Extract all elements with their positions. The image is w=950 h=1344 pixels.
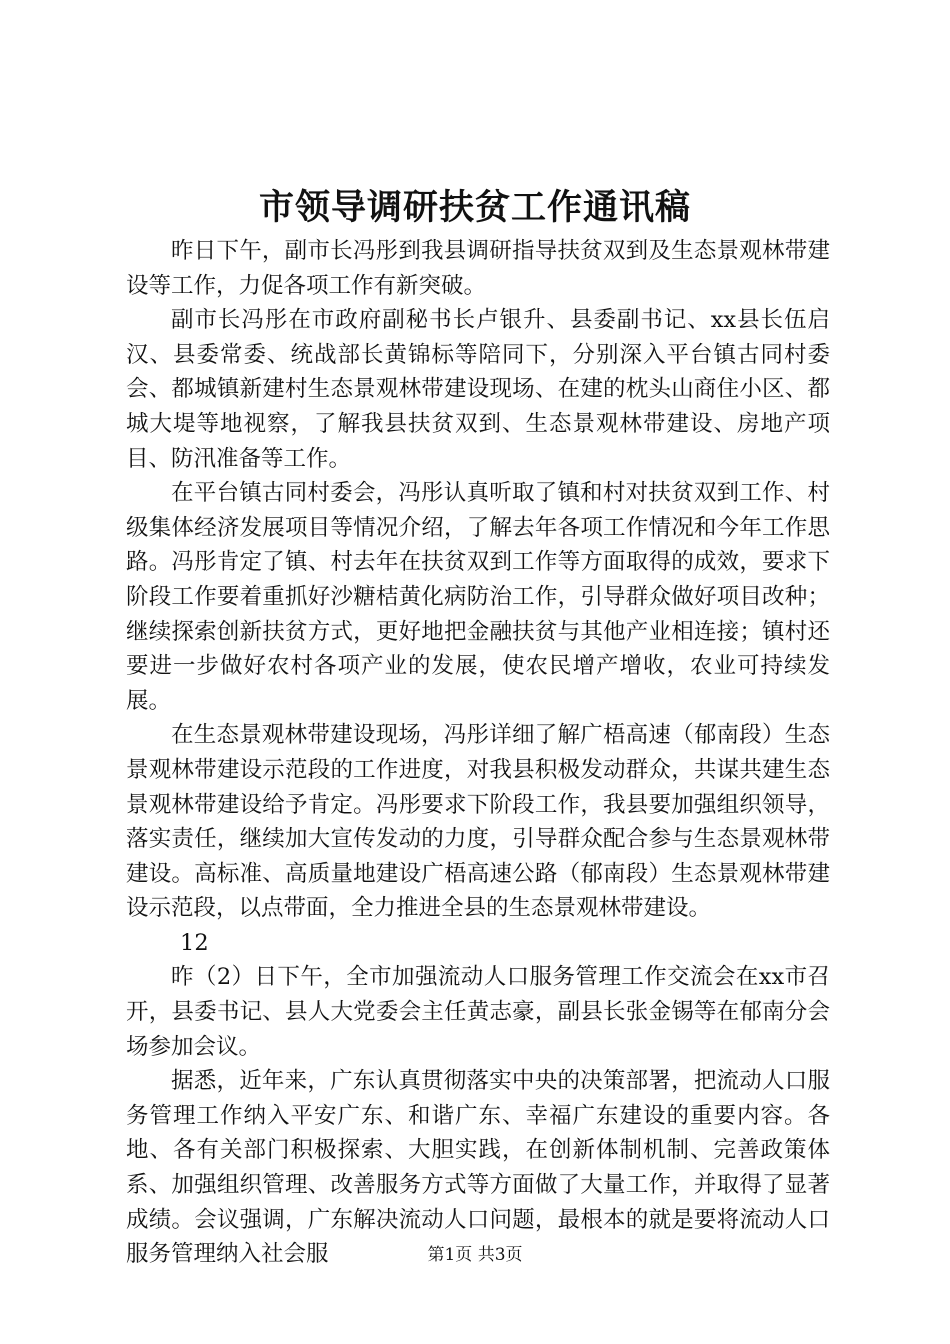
page-footer: 第1页 共3页 xyxy=(427,1245,523,1265)
document-title: 市领导调研扶贫工作通讯稿 xyxy=(258,187,691,228)
paragraph: 副市长冯彤在市政府副秘书长卢银升、县委副书记、xx县长伍启汉、县委常委、统战部长黄锦标等陪同下，分别深入平台镇古同村委会、都城镇新建村生态景观林带建设现场、在建的枕头山商住小区、都城大堤等地视察，了解我县扶贫双到、生态景观林带建设、房地产项目、防汛准备等工作。 xyxy=(126,307,830,472)
paragraph-number: 12 xyxy=(180,929,209,956)
paragraph: 在生态景观林带建设现场，冯彤详细了解广梧高速（郁南段）生态景观林带建设示范段的工作进度，对我县积极发动群众，共谋共建生态景观林带建设给予肯定。冯彤要求下阶段工作，我县要加强组织领导，落实责任，继续加大宣传发动的力度，引导群众配合参与生态景观林带建设。高标准、高质量地建设广梧高速公路（郁南段）生态景观林带建设示范段，以点带面，全力推进全县的生态景观林带建设。 xyxy=(126,722,830,922)
paragraph: 在平台镇古同村委会，冯彤认真听取了镇和村对扶贫双到工作、村级集体经济发展项目等情况介绍，了解去年各项工作情况和今年工作思路。冯彤肯定了镇、村去年在扶贫双到工作等方面取得的成效，要求下阶段工作要着重抓好沙糖桔黄化病防治工作，引导群众做好项目改种；继续探索创新扶贫方式，更好地把金融扶贫与其他产业相连接；镇村还要进一步做好农村各项产业的发展，使农民增产增收，农业可持续发展。 xyxy=(126,480,830,714)
paragraph: 昨日下午，副市长冯彤到我县调研指导扶贫双到及生态景观林带建设等工作，力促各项工作有新突破。 xyxy=(126,238,830,299)
paragraph: 昨（2）日下午，全市加强流动人口服务管理工作交流会在xx市召开，县委书记、县人大党委会主任黄志豪，副县长张金锡等在郁南分会场参加会议。 xyxy=(126,964,830,1060)
document-body xyxy=(126,234,830,1272)
paragraph: 据悉，近年来，广东认真贯彻落实中央的决策部署，把流动人口服务管理工作纳入平安广东、和谐广东、幸福广东建设的重要内容。各地、各有关部门积极探索、大胆实践，在创新体制机制、完善政策体系、加强组织管理、改善服务方式等方面做了大量工作，并取得了显著成绩。会议强调，广东解决流动人口问题，最根本的就是要将流动人口服务管理纳入社会服 xyxy=(126,1068,830,1268)
